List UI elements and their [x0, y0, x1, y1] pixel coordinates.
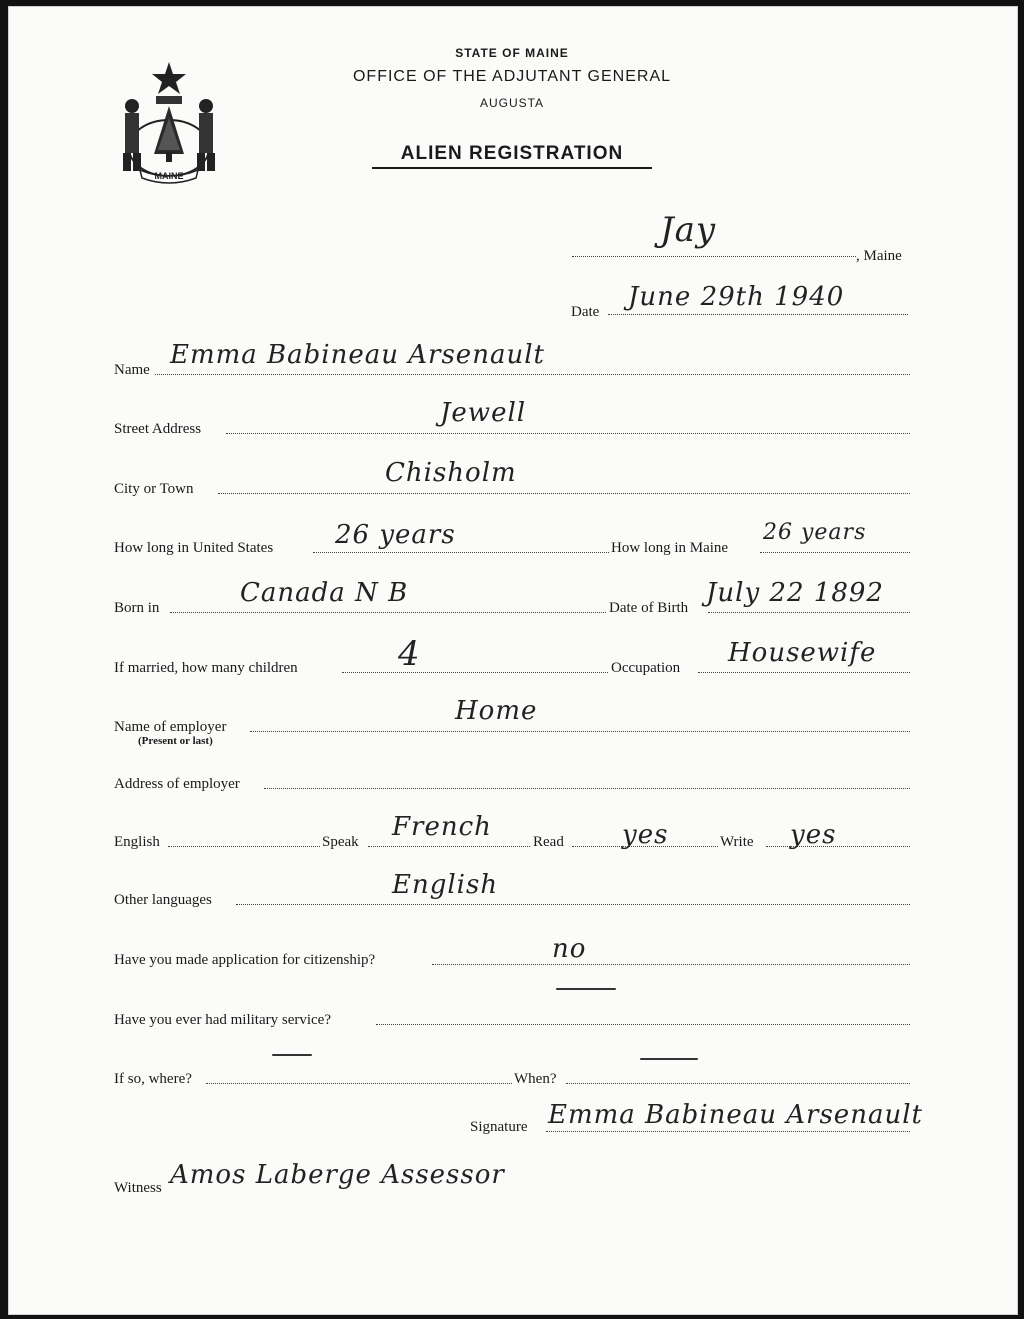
- english-label: English: [114, 834, 160, 850]
- employer-address-field[interactable]: [264, 788, 910, 789]
- citizenship-field[interactable]: [432, 964, 910, 965]
- city-heading: AUGUSTA: [479, 96, 545, 110]
- office-heading: OFFICE OF THE ADJUTANT GENERAL: [352, 68, 672, 85]
- born-in-value: Canada N B: [240, 578, 409, 608]
- signature-label: Signature: [470, 1119, 528, 1135]
- blank-dash: [640, 1058, 698, 1060]
- date-value: June 29th 1940: [628, 282, 845, 312]
- speak-label: Speak: [322, 834, 359, 850]
- occupation-value: Housewife: [728, 638, 877, 668]
- date-of-birth-value: July 22 1892: [706, 578, 884, 608]
- city-value: Chisholm: [385, 458, 517, 488]
- state-heading: STATE OF MAINE: [455, 46, 569, 60]
- maine-label: , Maine: [856, 248, 902, 264]
- blank-dash: [556, 988, 616, 990]
- name-value: Emma Babineau Arsenault: [170, 340, 545, 370]
- witness-value: Amos Laberge Assessor: [170, 1160, 505, 1190]
- employer-field[interactable]: [250, 731, 910, 732]
- write-label: Write: [720, 834, 754, 850]
- other-languages-value: English: [392, 870, 499, 900]
- how-long-maine-field[interactable]: [760, 552, 910, 553]
- english-field[interactable]: [168, 846, 320, 847]
- how-long-maine-value: 26 years: [763, 520, 867, 545]
- street-address-label: Street Address: [114, 421, 202, 437]
- write-field[interactable]: [766, 846, 910, 847]
- other-languages-label: Other languages: [114, 892, 212, 908]
- where-field[interactable]: [206, 1083, 512, 1084]
- other-languages-field[interactable]: [236, 904, 910, 905]
- citizenship-value: no: [552, 934, 587, 964]
- date-label: Date: [571, 304, 600, 320]
- town-value: Jay: [660, 210, 717, 250]
- military-field[interactable]: [376, 1024, 910, 1025]
- street-address-field[interactable]: [226, 433, 910, 434]
- children-field[interactable]: [342, 672, 608, 673]
- employer-value: Home: [455, 696, 538, 726]
- when-label: When?: [514, 1071, 557, 1087]
- when-field[interactable]: [566, 1083, 910, 1084]
- read-label: Read: [533, 834, 564, 850]
- how-long-us-label: How long in United States: [114, 540, 274, 556]
- signature-field[interactable]: [546, 1131, 910, 1132]
- born-in-field[interactable]: [170, 612, 606, 613]
- write-value: yes: [790, 820, 837, 850]
- employer-label: Name of employer: [114, 719, 227, 735]
- how-long-maine-label: How long in Maine: [611, 540, 729, 556]
- how-long-us-field[interactable]: [313, 552, 609, 553]
- present-or-last-note: (Present or last): [138, 735, 213, 747]
- read-value: yes: [622, 820, 669, 850]
- title-underline: [372, 167, 652, 169]
- speak-value: French: [392, 812, 492, 842]
- occupation-field[interactable]: [698, 672, 910, 673]
- citizenship-label: Have you made application for citizenship?: [114, 952, 376, 968]
- date-of-birth-field[interactable]: [708, 612, 910, 613]
- born-in-label: Born in: [114, 600, 160, 616]
- military-label: Have you ever had military service?: [114, 1012, 331, 1028]
- town-field[interactable]: [572, 256, 856, 257]
- children-label: If married, how many children: [114, 660, 298, 676]
- speak-field[interactable]: [368, 846, 530, 847]
- name-label: Name: [114, 362, 150, 378]
- seal-ribbon-text: MAINE: [154, 171, 184, 181]
- how-long-us-value: 26 years: [335, 520, 456, 550]
- city-label: City or Town: [114, 481, 194, 497]
- occupation-label: Occupation: [611, 660, 681, 676]
- date-field[interactable]: [608, 314, 908, 315]
- witness-label: Witness: [114, 1180, 162, 1196]
- children-value: 4: [398, 634, 421, 674]
- date-of-birth-label: Date of Birth: [609, 600, 689, 616]
- street-address-value: Jewell: [440, 398, 527, 428]
- city-field[interactable]: [218, 493, 910, 494]
- signature-value: Emma Babineau Arsenault: [548, 1100, 923, 1130]
- form-title: ALIEN REGISTRATION: [400, 143, 624, 164]
- where-label: If so, where?: [114, 1071, 192, 1087]
- blank-dash: [272, 1054, 312, 1056]
- employer-address-label: Address of employer: [114, 776, 240, 792]
- name-field[interactable]: [155, 374, 910, 375]
